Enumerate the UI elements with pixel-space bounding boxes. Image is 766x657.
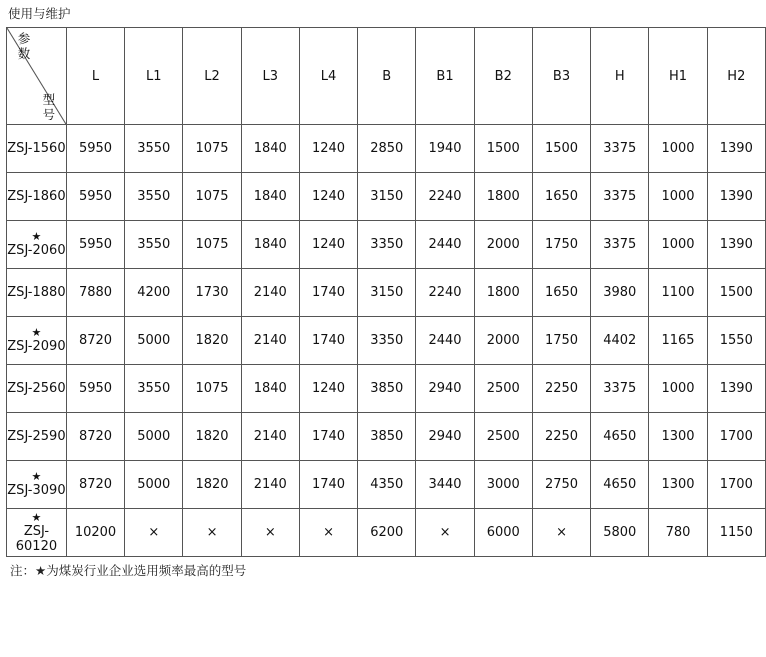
cell-H: 3375 bbox=[591, 125, 649, 173]
column-header-B1: B1 bbox=[416, 28, 474, 125]
cell-L4: 1240 bbox=[299, 173, 357, 221]
column-header-L2: L2 bbox=[183, 28, 241, 125]
cell-B: 3150 bbox=[358, 269, 416, 317]
cell-B1: 2940 bbox=[416, 365, 474, 413]
cell-L: 5950 bbox=[66, 221, 124, 269]
cell-B3: 1650 bbox=[532, 269, 590, 317]
spec-table-container bbox=[6, 27, 753, 557]
table-row bbox=[7, 509, 766, 557]
cell-H2: 1390 bbox=[707, 125, 765, 173]
cell-L1: 5000 bbox=[125, 461, 183, 509]
cell-L4: 1240 bbox=[299, 365, 357, 413]
cell-L3: × bbox=[241, 509, 299, 557]
table-row bbox=[7, 173, 766, 221]
cell-H: 4650 bbox=[591, 461, 649, 509]
model-label: ZSJ-60120 bbox=[15, 523, 58, 554]
cell-L2: 1820 bbox=[183, 461, 241, 509]
cell-L2: 1075 bbox=[183, 221, 241, 269]
row-model-cell bbox=[7, 269, 67, 317]
specification-table bbox=[6, 27, 766, 557]
table-row bbox=[7, 269, 766, 317]
cell-L4: 1240 bbox=[299, 221, 357, 269]
cell-L2: 1075 bbox=[183, 125, 241, 173]
row-model-cell bbox=[7, 365, 67, 413]
cell-H: 3980 bbox=[591, 269, 649, 317]
cell-L2: 1730 bbox=[183, 269, 241, 317]
header-type-label: 型号 bbox=[42, 92, 56, 122]
cell-L4: × bbox=[299, 509, 357, 557]
cell-L1: 3550 bbox=[125, 173, 183, 221]
cell-L: 8720 bbox=[66, 413, 124, 461]
star-marker: ★ bbox=[31, 510, 42, 524]
cell-L1: 4200 bbox=[125, 269, 183, 317]
cell-L: 7880 bbox=[66, 269, 124, 317]
cell-H2: 1150 bbox=[707, 509, 765, 557]
cell-B3: 1500 bbox=[532, 125, 590, 173]
column-header-L3: L3 bbox=[241, 28, 299, 125]
cell-B2: 2000 bbox=[474, 317, 532, 365]
star-marker: ★ bbox=[31, 230, 42, 243]
cell-B1: 2240 bbox=[416, 269, 474, 317]
cell-L3: 1840 bbox=[241, 365, 299, 413]
cell-H: 3375 bbox=[591, 221, 649, 269]
cell-H1: 1000 bbox=[649, 125, 707, 173]
cell-L1: 5000 bbox=[125, 413, 183, 461]
cell-B1: 2940 bbox=[416, 413, 474, 461]
cell-L: 5950 bbox=[66, 173, 124, 221]
cell-L: 8720 bbox=[66, 461, 124, 509]
cell-B2: 1800 bbox=[474, 269, 532, 317]
cell-H: 5800 bbox=[591, 509, 649, 557]
cell-H2: 1700 bbox=[707, 413, 765, 461]
cell-L4: 1240 bbox=[299, 125, 357, 173]
page-header-note: 使用与维护 bbox=[8, 6, 71, 21]
cell-L3: 2140 bbox=[241, 317, 299, 365]
column-header-H: H bbox=[591, 28, 649, 125]
cell-B3: 2250 bbox=[532, 413, 590, 461]
cell-B1: × bbox=[416, 509, 474, 557]
table-header bbox=[7, 28, 766, 125]
cell-H1: 1100 bbox=[649, 269, 707, 317]
cell-B2: 2500 bbox=[474, 365, 532, 413]
model-label: ZSJ-2590 bbox=[7, 429, 66, 444]
cell-B1: 3440 bbox=[416, 461, 474, 509]
table-row bbox=[7, 317, 766, 365]
column-header-H2: H2 bbox=[707, 28, 765, 125]
cell-L1: 5000 bbox=[125, 317, 183, 365]
cell-B1: 2440 bbox=[416, 221, 474, 269]
cell-L: 8720 bbox=[66, 317, 124, 365]
column-header-B3: B3 bbox=[532, 28, 590, 125]
header-param-label: 参数 bbox=[17, 31, 31, 61]
model-label: ZSJ-2090 bbox=[7, 339, 66, 354]
cell-L1: 3550 bbox=[125, 221, 183, 269]
cell-L3: 1840 bbox=[241, 221, 299, 269]
cell-B2: 2000 bbox=[474, 221, 532, 269]
cell-L2: 1075 bbox=[183, 365, 241, 413]
cell-H1: 1300 bbox=[649, 413, 707, 461]
cell-L3: 1840 bbox=[241, 173, 299, 221]
cell-B: 3150 bbox=[358, 173, 416, 221]
page-footer-note: 注：★为煤炭行业企业选用频率最高的型号 bbox=[10, 563, 247, 578]
cell-L: 10200 bbox=[66, 509, 124, 557]
model-label: ZSJ-3090 bbox=[7, 483, 66, 498]
table-row bbox=[7, 125, 766, 173]
cell-B2: 1500 bbox=[474, 125, 532, 173]
table-row bbox=[7, 461, 766, 509]
cell-L1: × bbox=[125, 509, 183, 557]
cell-B: 6200 bbox=[358, 509, 416, 557]
cell-H2: 1390 bbox=[707, 221, 765, 269]
cell-B2: 2500 bbox=[474, 413, 532, 461]
header-corner-cell bbox=[7, 28, 67, 125]
model-label: ZSJ-1880 bbox=[7, 285, 66, 300]
cell-B: 3350 bbox=[358, 221, 416, 269]
model-label: ZSJ-2060 bbox=[7, 243, 66, 258]
cell-B3: 2750 bbox=[532, 461, 590, 509]
cell-H1: 1000 bbox=[649, 221, 707, 269]
cell-L2: 1820 bbox=[183, 317, 241, 365]
cell-H1: 1165 bbox=[649, 317, 707, 365]
cell-B1: 2440 bbox=[416, 317, 474, 365]
table-row bbox=[7, 221, 766, 269]
cell-L4: 1740 bbox=[299, 269, 357, 317]
cell-B3: 2250 bbox=[532, 365, 590, 413]
cell-B2: 3000 bbox=[474, 461, 532, 509]
cell-L1: 3550 bbox=[125, 125, 183, 173]
cell-B3: × bbox=[532, 509, 590, 557]
cell-L2: 1820 bbox=[183, 413, 241, 461]
cell-L3: 2140 bbox=[241, 269, 299, 317]
row-model-cell bbox=[7, 317, 67, 365]
cell-H: 4650 bbox=[591, 413, 649, 461]
column-header-L1: L1 bbox=[125, 28, 183, 125]
cell-H: 3375 bbox=[591, 173, 649, 221]
row-model-cell bbox=[7, 125, 67, 173]
cell-L: 5950 bbox=[66, 125, 124, 173]
row-model-cell bbox=[7, 173, 67, 221]
cell-L: 5950 bbox=[66, 365, 124, 413]
cell-B3: 1750 bbox=[532, 317, 590, 365]
row-model-cell bbox=[7, 509, 67, 557]
cell-L4: 1740 bbox=[299, 461, 357, 509]
header-row bbox=[7, 28, 766, 125]
cell-B: 3350 bbox=[358, 317, 416, 365]
column-header-H1: H1 bbox=[649, 28, 707, 125]
cell-L1: 3550 bbox=[125, 365, 183, 413]
cell-L3: 1840 bbox=[241, 125, 299, 173]
cell-L2: 1075 bbox=[183, 173, 241, 221]
table-body bbox=[7, 125, 766, 557]
column-header-B: B bbox=[358, 28, 416, 125]
cell-B3: 1750 bbox=[532, 221, 590, 269]
cell-H2: 1390 bbox=[707, 173, 765, 221]
cell-B2: 6000 bbox=[474, 509, 532, 557]
cell-H: 3375 bbox=[591, 365, 649, 413]
column-header-B2: B2 bbox=[474, 28, 532, 125]
table-row bbox=[7, 413, 766, 461]
cell-H: 4402 bbox=[591, 317, 649, 365]
row-model-cell bbox=[7, 461, 67, 509]
column-header-L: L bbox=[66, 28, 124, 125]
cell-H2: 1500 bbox=[707, 269, 765, 317]
column-header-L4: L4 bbox=[299, 28, 357, 125]
cell-L3: 2140 bbox=[241, 413, 299, 461]
cell-L4: 1740 bbox=[299, 317, 357, 365]
cell-L4: 1740 bbox=[299, 413, 357, 461]
model-label: ZSJ-1860 bbox=[7, 189, 66, 204]
table-row bbox=[7, 365, 766, 413]
cell-H1: 1000 bbox=[649, 365, 707, 413]
row-model-cell bbox=[7, 413, 67, 461]
cell-H1: 1000 bbox=[649, 173, 707, 221]
cell-H1: 780 bbox=[649, 509, 707, 557]
star-marker: ★ bbox=[31, 470, 42, 483]
cell-H2: 1390 bbox=[707, 365, 765, 413]
star-marker: ★ bbox=[31, 326, 42, 339]
cell-L3: 2140 bbox=[241, 461, 299, 509]
cell-H2: 1700 bbox=[707, 461, 765, 509]
model-label: ZSJ-1560 bbox=[7, 141, 66, 156]
cell-B: 4350 bbox=[358, 461, 416, 509]
cell-L2: × bbox=[183, 509, 241, 557]
cell-B1: 2240 bbox=[416, 173, 474, 221]
cell-B: 3850 bbox=[358, 413, 416, 461]
cell-B2: 1800 bbox=[474, 173, 532, 221]
cell-B3: 1650 bbox=[532, 173, 590, 221]
model-label: ZSJ-2560 bbox=[7, 381, 66, 396]
cell-B: 3850 bbox=[358, 365, 416, 413]
cell-H1: 1300 bbox=[649, 461, 707, 509]
cell-B: 2850 bbox=[358, 125, 416, 173]
cell-B1: 1940 bbox=[416, 125, 474, 173]
cell-H2: 1550 bbox=[707, 317, 765, 365]
row-model-cell bbox=[7, 221, 67, 269]
